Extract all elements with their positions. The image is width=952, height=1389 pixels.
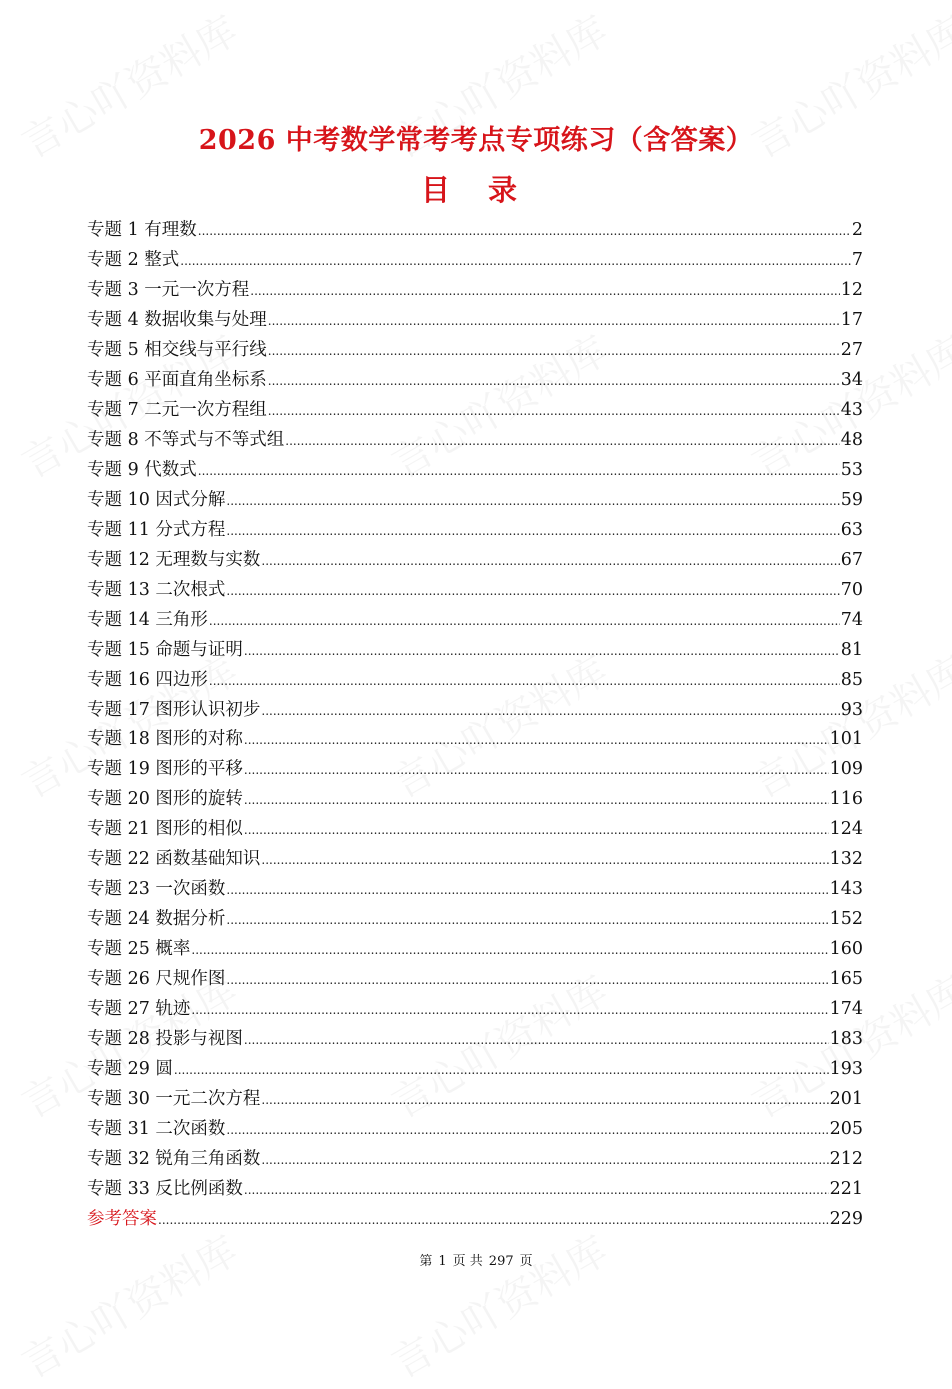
toc-entry[interactable] [87,306,863,336]
toc-leader-dots [174,1055,829,1086]
table-of-contents [87,216,863,1235]
toc-entry-page: 143 [829,879,863,900]
toc-entry-page: 205 [829,1119,863,1140]
toc-entry-page: 201 [829,1089,863,1110]
toc-entry-page: 109 [829,759,863,780]
toc-entry[interactable] [87,666,863,696]
toc-entry-label: 专题 20 图形的旋转 [87,789,243,810]
toc-entry-label: 专题 31 二次函数 [87,1119,226,1140]
toc-entry-page: 81 [840,639,863,660]
toc-leader-dots [268,306,840,337]
toc-entry-label: 专题 10 因式分解 [87,489,226,510]
toc-leader-dots [261,1085,828,1116]
toc-entry[interactable] [87,905,863,935]
toc-entry[interactable] [87,606,863,636]
toc-leader-dots [261,546,839,577]
toc-entry-label: 专题 27 轨迹 [87,999,191,1020]
toc-entry-label: 参考答案 [87,1208,157,1229]
toc-entry-label: 专题 3 一元一次方程 [87,279,250,300]
toc-entry-label: 专题 6 平面直角坐标系 [87,369,267,390]
toc-leader-dots [244,815,829,846]
toc-leader-dots [244,755,829,786]
toc-entry-label: 专题 22 函数基础知识 [87,849,261,870]
footer-suffix: 页 [519,1254,533,1269]
toc-leader-dots [268,336,840,367]
toc-entry[interactable] [87,755,863,785]
toc-leader-dots [285,426,839,457]
toc-entry[interactable] [87,246,863,276]
toc-entry[interactable] [87,935,863,965]
toc-entry-label: 专题 13 二次根式 [87,579,226,600]
toc-leader-dots [268,396,840,427]
toc-entry-page: 124 [829,819,863,840]
toc-leader-dots [226,1115,828,1146]
toc-entry[interactable] [87,576,863,606]
toc-leader-dots [244,785,829,816]
toc-entry[interactable] [87,815,863,845]
toc-entry[interactable] [87,845,863,875]
toc-entry[interactable] [87,396,863,426]
toc-entry-page: 53 [840,459,863,480]
toc-leader-dots [191,995,828,1026]
toc-entry-page: 132 [829,849,863,870]
toc-leader-dots [261,845,828,876]
toc-entry-label: 专题 17 图形认识初步 [87,699,261,720]
toc-leader-dots [226,486,839,517]
toc-entry-label: 专题 2 整式 [87,249,180,270]
toc-entry[interactable] [87,546,863,576]
toc-leader-dots [244,1175,829,1206]
toc-entry[interactable] [87,785,863,815]
toc-entry-page: 17 [840,309,863,330]
toc-entry-page: 48 [840,429,863,450]
document-title: 2026 中考数学常考考点专项练习（含答案） [198,125,754,156]
toc-entry[interactable] [87,486,863,516]
toc-entry-page: 93 [840,699,863,720]
toc-entry[interactable] [87,965,863,995]
toc-entry-page: 174 [829,999,863,1020]
toc-entry-page: 160 [829,939,863,960]
footer-current-page: 1 [438,1254,447,1269]
toc-leader-dots [244,725,829,756]
toc-leader-dots [198,216,851,247]
toc-leader-dots [198,456,840,487]
toc-leader-dots [244,1025,829,1056]
toc-entry-page: 63 [840,519,863,540]
toc-entry[interactable] [87,636,863,666]
toc-leader-dots [191,935,828,966]
toc-entry-label: 专题 8 不等式与不等式组 [87,429,285,450]
toc-entry[interactable] [87,336,863,366]
toc-leader-dots [158,1205,829,1236]
toc-heading: 目 录 [420,173,532,207]
toc-entry-page: 193 [829,1059,863,1080]
toc-entry[interactable] [87,1025,863,1055]
toc-entry[interactable] [87,426,863,456]
toc-leader-dots [180,246,851,277]
toc-leader-dots [226,965,828,996]
toc-entry-label: 专题 1 有理数 [87,220,197,240]
toc-entry-label: 专题 21 图形的相似 [87,819,243,840]
toc-entry[interactable] [87,995,863,1025]
toc-entry[interactable] [87,1145,863,1175]
toc-entry-page: 2 [851,220,863,240]
toc-entry-page: 27 [840,339,863,360]
toc-entry-label: 专题 25 概率 [87,939,191,960]
toc-entry-page: 152 [829,909,863,930]
toc-entry-page: 165 [829,969,863,990]
toc-leader-dots [226,576,839,607]
toc-entry-page: 34 [840,369,863,390]
toc-entry-page: 59 [840,489,863,510]
toc-entry-label: 专题 14 三角形 [87,609,208,630]
toc-entry[interactable] [87,516,863,546]
toc-entry-page: 229 [829,1208,863,1229]
toc-entry-page: 85 [840,669,863,690]
toc-entry-label: 专题 16 四边形 [87,669,208,690]
page-footer [0,1250,952,1269]
toc-entry-label: 专题 5 相交线与平行线 [87,339,267,360]
toc-entry[interactable] [87,696,863,726]
toc-entry-page: 70 [840,579,863,600]
toc-entry-page: 12 [840,279,863,300]
toc-entry-label: 专题 33 反比例函数 [87,1179,243,1199]
toc-entry-label: 专题 12 无理数与实数 [87,549,261,570]
toc-entry-page: 67 [840,549,863,570]
toc-leader-dots [250,276,839,307]
toc-entry-page: 212 [829,1149,863,1170]
watermark [380,1220,616,1389]
toc-entry-page: 221 [829,1179,863,1199]
watermark [10,1220,246,1389]
toc-leader-dots [226,905,828,936]
toc-entry-label: 专题 9 代数式 [87,459,197,480]
toc-entry-label: 专题 4 数据收集与处理 [87,309,267,330]
toc-leader-dots [209,666,840,697]
toc-entry-label: 专题 30 一元二次方程 [87,1089,261,1110]
toc-entry-page: 74 [840,609,863,630]
toc-entry-page: 183 [829,1029,863,1050]
toc-entry-page: 116 [829,789,863,810]
toc-leader-dots [226,875,828,906]
toc-entry-page: 7 [851,249,863,270]
toc-leader-dots [261,1145,828,1176]
toc-entry-label: 专题 28 投影与视图 [87,1029,243,1050]
toc-entry[interactable] [87,725,863,755]
toc-entry[interactable] [87,1085,863,1115]
toc-entry-label: 专题 24 数据分析 [87,909,226,930]
toc-entry[interactable] [87,456,863,486]
toc-entry-label: 专题 7 二元一次方程组 [87,399,267,420]
toc-entry-label: 专题 11 分式方程 [87,519,226,540]
toc-leader-dots [268,366,840,397]
toc-leader-dots [226,516,839,547]
toc-entry-label: 专题 29 圆 [87,1059,173,1080]
toc-entry-page: 43 [840,399,863,420]
footer-total-pages: 297 [488,1254,514,1269]
toc-leader-dots [244,636,840,667]
toc-entry[interactable] [87,875,863,905]
toc-entry[interactable] [87,276,863,306]
toc-entry[interactable] [87,366,863,396]
toc-entry-label: 专题 15 命题与证明 [87,639,243,660]
toc-entry-label: 专题 18 图形的对称 [87,729,243,750]
toc-entry-label: 专题 19 图形的平移 [87,759,243,780]
toc-entry-label: 专题 32 锐角三角函数 [87,1149,261,1170]
toc-entry[interactable] [87,1175,863,1205]
toc-entry-page: 101 [829,729,863,750]
toc-entry-label: 专题 26 尺规作图 [87,969,226,990]
footer-prefix: 第 [419,1254,433,1269]
toc-entry[interactable] [87,1115,863,1145]
toc-leader-dots [209,606,840,637]
toc-entry[interactable] [87,216,863,246]
toc-entry-label: 专题 23 一次函数 [87,879,226,900]
toc-entry-answers[interactable] [87,1205,863,1235]
toc-leader-dots [261,696,839,727]
toc-entry[interactable] [87,1055,863,1085]
footer-middle: 页 共 [452,1254,483,1269]
